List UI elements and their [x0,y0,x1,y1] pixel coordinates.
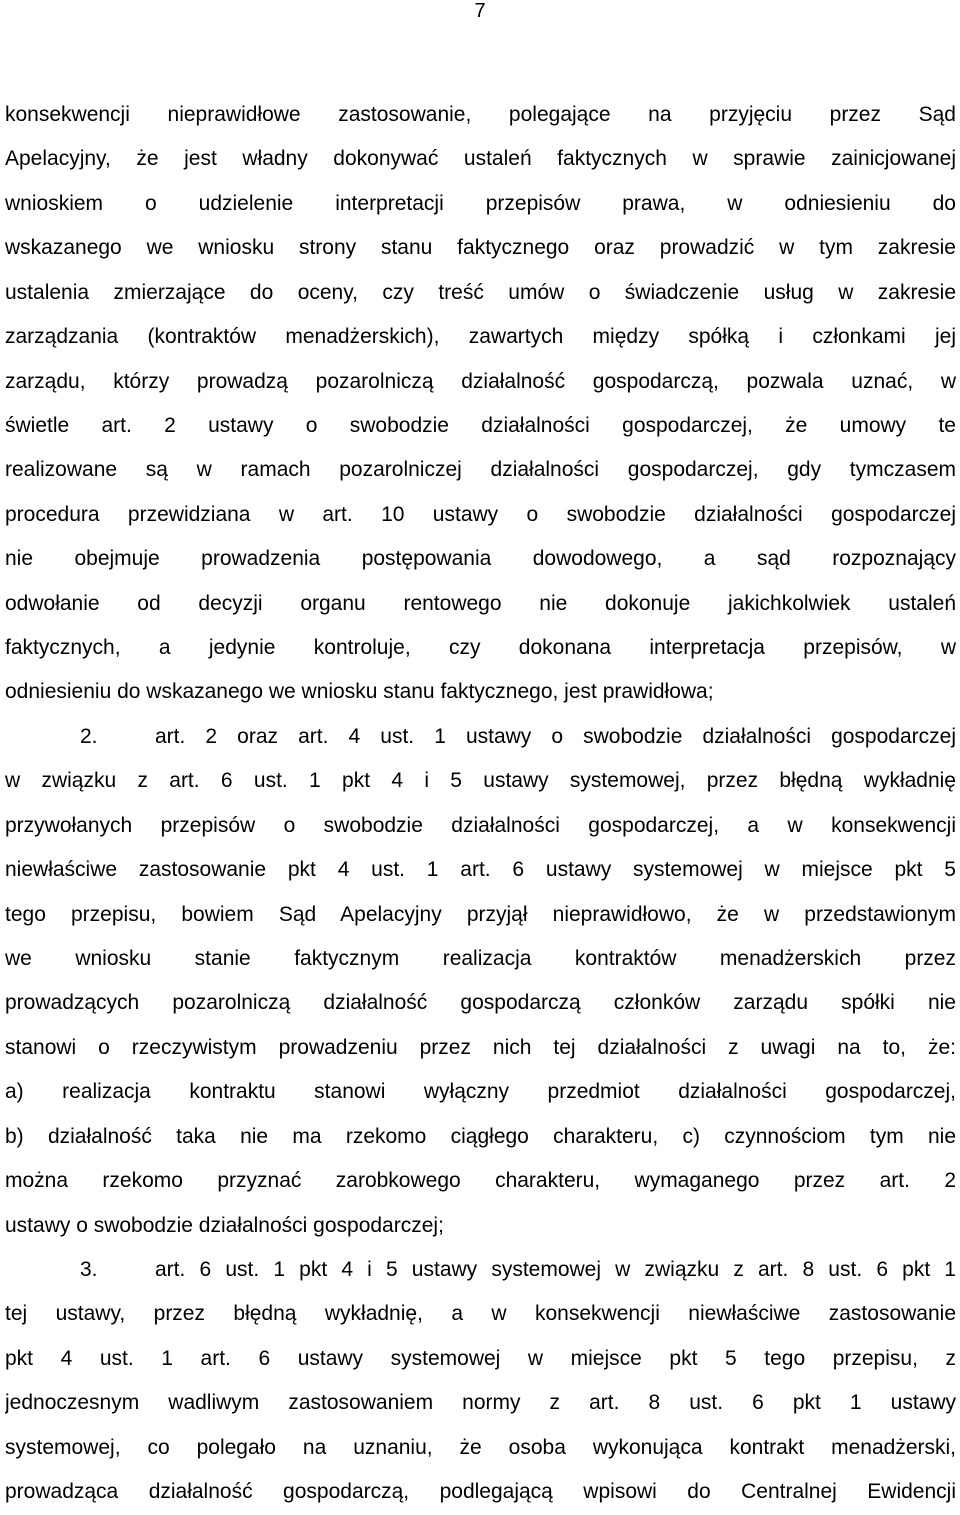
text-line: Apelacyjny, że jest władny dokonywać ustaleń faktycznych w sprawie zainicjowanej [5,147,956,171]
text-line: zarządu, którzy prowadzą pozarolniczą działalność gospodarczą, pozwala uznać, w [5,369,956,393]
text-line: tej ustawy, przez błędną wykładnię, a w konsekwencji niewłaściwe zastosowanie [5,1302,956,1326]
text-line: jednoczesnym wadliwym zastosowaniem normy z art. 8 ust. 6 pkt 1 ustawy [5,1391,956,1415]
text-line: ustawy o swobodzie działalności gospodarczej; [5,1213,444,1237]
list-item-number: 3. [80,1257,98,1281]
text-line: procedura przewidziana w art. 10 ustawy o swobodzie działalności gospodarczej [5,502,956,526]
text-line: można rzekomo przyznać zarobkowego charakteru, wymaganego przez art. 2 [5,1169,956,1193]
text-line: ustalenia zmierzające do oceny, czy treść umów o świadczenie usług w zakresie [5,280,956,304]
text-line: a) realizacja kontraktu stanowi wyłączny przedmiot działalności gospodarczej, [5,1080,956,1104]
text-line: we wniosku stanie faktycznym realizacja kontraktów menadżerskich przez [5,947,956,971]
text-line: konsekwencji nieprawidłowe zastosowanie, polegające na przyjęciu przez Sąd [5,103,956,126]
text-line: niewłaściwe zastosowanie pkt 4 ust. 1 art. 6 ustawy systemowej w miejsce pkt 5 [5,858,956,882]
text-line: odniesieniu do wskazanego we wniosku stanu faktycznego, jest prawidłowa; [5,680,714,704]
text-line: przywołanych przepisów o swobodzie działalności gospodarczej, a w konsekwencji [5,813,956,837]
text-line: faktycznych, a jedynie kontroluje, czy dokonana interpretacja przepisów, w [5,636,956,660]
document-body [5,93,956,1515]
text-line: nie obejmuje prowadzenia postępowania dowodowego, a sąd rozpoznający [5,547,956,571]
text-line: w związku z art. 6 ust. 1 pkt 4 i 5 ustawy systemowej, przez błędną wykładnię [5,769,956,793]
text-line: art. 2 oraz art. 4 ust. 1 ustawy o swobodzie działalności gospodarczej [155,724,956,748]
text-line: tego przepisu, bowiem Sąd Apelacyjny przyjął nieprawidłowo, że w przedstawionym [5,902,956,926]
text-line: pkt 4 ust. 1 art. 6 ustawy systemowej w miejsce pkt 5 tego przepisu, z [5,1346,956,1370]
text-line: systemowej, co polegało na uznaniu, że osoba wykonująca kontrakt menadżerski, [5,1435,956,1459]
page-number: 7 [474,0,486,22]
text-line: realizowane są w ramach pozarolniczej działalności gospodarczej, gdy tymczasem [5,458,956,482]
text-line: stanowi o rzeczywistym prowadzeniu przez nich tej działalności z uwagi na to, że: [5,1035,956,1059]
text-line: prowadzących pozarolniczą działalność gospodarczą członków zarządu spółki nie [5,991,956,1015]
list-item-3-first-line [5,1248,956,1292]
text-line: wskazanego we wniosku strony stanu faktycznego oraz prowadzić w tym zakresie [5,236,956,260]
list-item-2-first-line [5,715,956,759]
text-line: odwołanie od decyzji organu rentowego nie dokonuje jakichkolwiek ustaleń [5,591,956,615]
text-line: wnioskiem o udzielenie interpretacji przepisów prawa, w odniesieniu do [5,191,956,215]
text-line: art. 6 ust. 1 pkt 4 i 5 ustawy systemowej w związku z art. 8 ust. 6 pkt 1 [155,1257,956,1281]
text-line: zarządzania (kontraktów menadżerskich), zawartych między spółką i członkami jej [5,325,956,349]
text-line: świetle art. 2 ustawy o swobodzie działalności gospodarczej, że umowy te [5,413,956,437]
text-line: prowadząca działalność gospodarczą, podlegającą wpisowi do Centralnej Ewidencji [5,1480,956,1504]
text-line: b) działalność taka nie ma rzekomo ciągłego charakteru, c) czynnościom tym nie [5,1124,956,1148]
list-item-number: 2. [80,724,98,748]
